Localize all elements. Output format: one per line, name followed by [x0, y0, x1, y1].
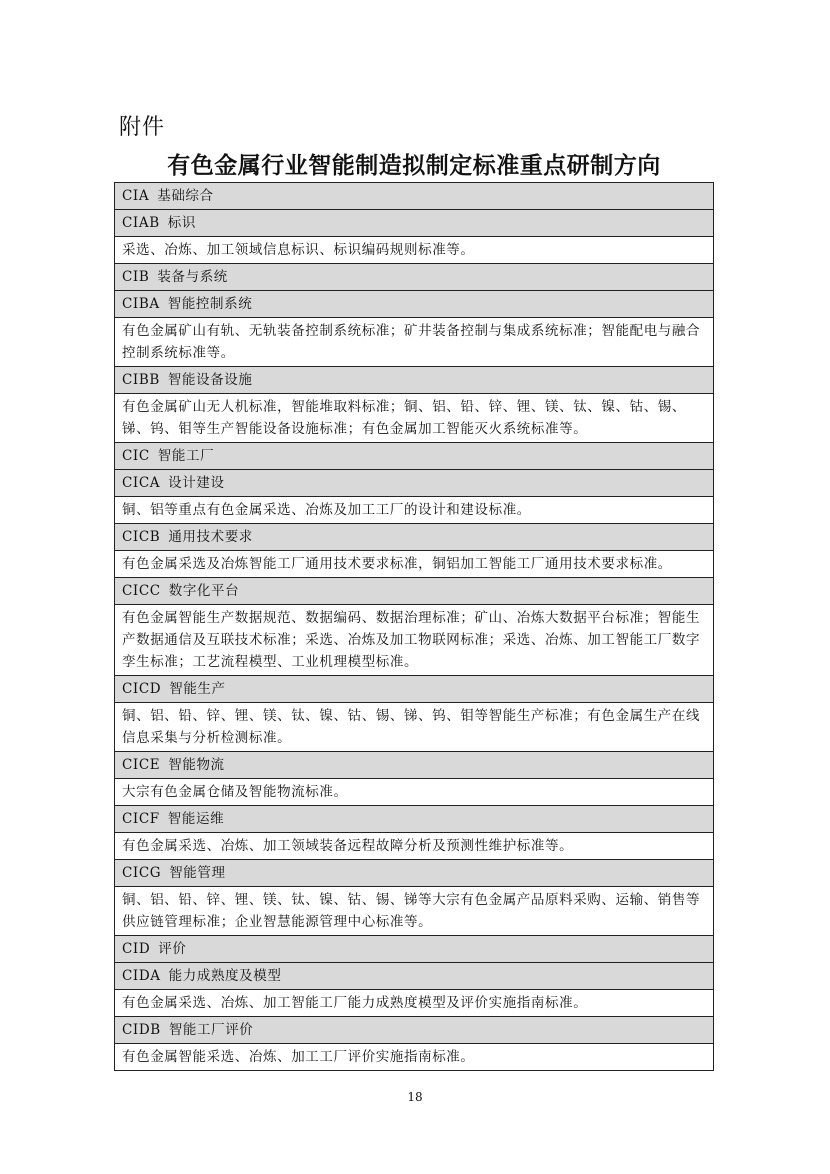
category-row [115, 676, 714, 703]
category-name: 智能生产 [169, 681, 226, 697]
category-name: 智能工厂 [157, 448, 215, 464]
description-row [115, 551, 714, 578]
category-code: CICA [122, 475, 161, 491]
category-row [115, 524, 714, 551]
category-row [115, 936, 714, 963]
category-cell [115, 524, 714, 551]
description-cell [115, 833, 714, 860]
category-cell [115, 806, 714, 833]
category-cell [115, 676, 714, 703]
category-code: CIA [122, 188, 150, 204]
category-name: 智能设备设施 [167, 372, 253, 388]
category-cell [115, 183, 714, 210]
category-code: CICF [122, 811, 160, 827]
category-cell [115, 578, 714, 605]
category-row [115, 443, 714, 470]
description-text: 有色金属矿山有轨、无轨装备控制系统标准；矿井装备控制与集成系统标准；智能配电与融合控制系统标准等。 [122, 323, 701, 361]
description-row [115, 237, 714, 264]
category-name: 装备与系统 [157, 269, 228, 285]
description-cell [115, 318, 714, 367]
category-code: CICC [122, 583, 161, 599]
category-cell [115, 210, 714, 237]
category-row [115, 367, 714, 394]
page-number: 18 [407, 1090, 423, 1104]
description-cell [115, 605, 714, 676]
category-row [115, 963, 714, 990]
description-row [115, 703, 714, 752]
description-row [115, 887, 714, 936]
category-row [115, 210, 714, 237]
category-name: 能力成熟度及模型 [168, 968, 282, 984]
description-text: 铜、铝、铅、锌、锂、镁、钛、镍、钴、锡、锑等大宗有色金属产品原料采购、运输、销售等供应链管理标准；企业智慧能源管理中心标准等。 [122, 892, 701, 930]
category-row [115, 470, 714, 497]
description-cell [115, 1044, 714, 1071]
description-row [115, 1044, 714, 1071]
category-code: CIBB [122, 372, 160, 388]
attachment-label: 附件 [119, 115, 166, 140]
category-name: 基础综合 [157, 188, 214, 204]
description-row [115, 990, 714, 1017]
description-row [115, 833, 714, 860]
category-cell [115, 443, 714, 470]
category-row [115, 264, 714, 291]
description-cell [115, 779, 714, 806]
description-cell [115, 237, 714, 264]
category-row [115, 291, 714, 318]
description-cell [115, 551, 714, 578]
category-row [115, 183, 714, 210]
category-cell [115, 470, 714, 497]
category-row [115, 752, 714, 779]
category-row [115, 806, 714, 833]
category-name: 智能管理 [169, 865, 226, 881]
description-row [115, 605, 714, 676]
category-code: CIDB [122, 1022, 161, 1038]
category-code: CIBA [122, 296, 160, 312]
category-code: CIDA [122, 968, 161, 984]
category-code: CIAB [122, 215, 160, 231]
description-text: 铜、铝等重点有色金属采选、冶炼及加工工厂的设计和建设标准。 [122, 502, 531, 518]
category-row [115, 1017, 714, 1044]
category-cell [115, 264, 714, 291]
category-name: 智能物流 [168, 757, 225, 773]
description-text: 有色金属采选及冶炼智能工厂通用技术要求标准，铜铝加工智能工厂通用技术要求标准。 [122, 556, 672, 572]
description-text: 有色金属采选、冶炼、加工智能工厂能力成熟度模型及评价实施指南标准。 [122, 995, 588, 1011]
description-cell [115, 394, 714, 443]
category-name: 通用技术要求 [168, 529, 253, 545]
description-row [115, 394, 714, 443]
category-cell [115, 367, 714, 394]
category-row [115, 860, 714, 887]
description-text: 大宗有色金属仓储及智能物流标准。 [122, 784, 348, 800]
category-name: 智能控制系统 [167, 296, 253, 312]
category-code: CIC [122, 448, 150, 464]
category-code: CIB [122, 269, 150, 285]
description-text: 有色金属采选、冶炼、加工领域装备远程故障分析及预测性维护标准等。 [122, 838, 574, 854]
category-name: 评价 [158, 941, 187, 957]
standards-table [114, 182, 714, 1071]
category-code: CICG [122, 865, 162, 881]
category-row [115, 578, 714, 605]
description-text: 铜、铝、铅、锌、锂、镁、钛、镍、钴、锡、锑、钨、钼等智能生产标准；有色金属生产在线信息采集与分析检测标准。 [122, 708, 701, 746]
description-row [115, 779, 714, 806]
category-name: 数字化平台 [168, 583, 240, 599]
description-cell [115, 497, 714, 524]
description-text: 有色金属智能生产数据规范、数据编码、数据治理标准；矿山、冶炼大数据平台标准；智能生产数据通信及互联技术标准；采选、冶炼及加工物联网标准；采选、冶炼、加工智能工厂数字孪生标准；工艺流程模型、工业机理模型标准。 [122, 610, 701, 670]
category-name: 设计建设 [168, 475, 225, 491]
description-text: 有色金属智能采选、冶炼、加工工厂评价实施指南标准。 [122, 1049, 475, 1065]
category-cell [115, 291, 714, 318]
description-row [115, 497, 714, 524]
description-row [115, 318, 714, 367]
category-code: CICB [122, 529, 161, 545]
category-name: 智能工厂评价 [168, 1022, 254, 1038]
description-text: 采选、冶炼、加工领域信息标识、标识编码规则标准等。 [122, 242, 475, 258]
description-text: 有色金属矿山无人机标准，智能堆取料标准；铜、铝、铅、锌、锂、镁、钛、镍、钴、锡、锑、钨、钼等生产智能设备设施标准；有色金属加工智能灭火系统标准等。 [122, 399, 686, 437]
category-cell [115, 752, 714, 779]
description-cell [115, 703, 714, 752]
category-cell [115, 963, 714, 990]
description-cell [115, 887, 714, 936]
standards-table-body [115, 183, 714, 1071]
description-cell [115, 990, 714, 1017]
category-cell [115, 860, 714, 887]
category-name: 标识 [167, 215, 196, 231]
document-title: 有色金属行业智能制造拟制定标准重点研制方向 [167, 153, 661, 179]
category-cell [115, 1017, 714, 1044]
category-cell [115, 936, 714, 963]
category-code: CID [122, 941, 151, 957]
category-name: 智能运维 [167, 811, 225, 827]
category-code: CICE [122, 757, 161, 773]
category-code: CICD [122, 681, 162, 697]
